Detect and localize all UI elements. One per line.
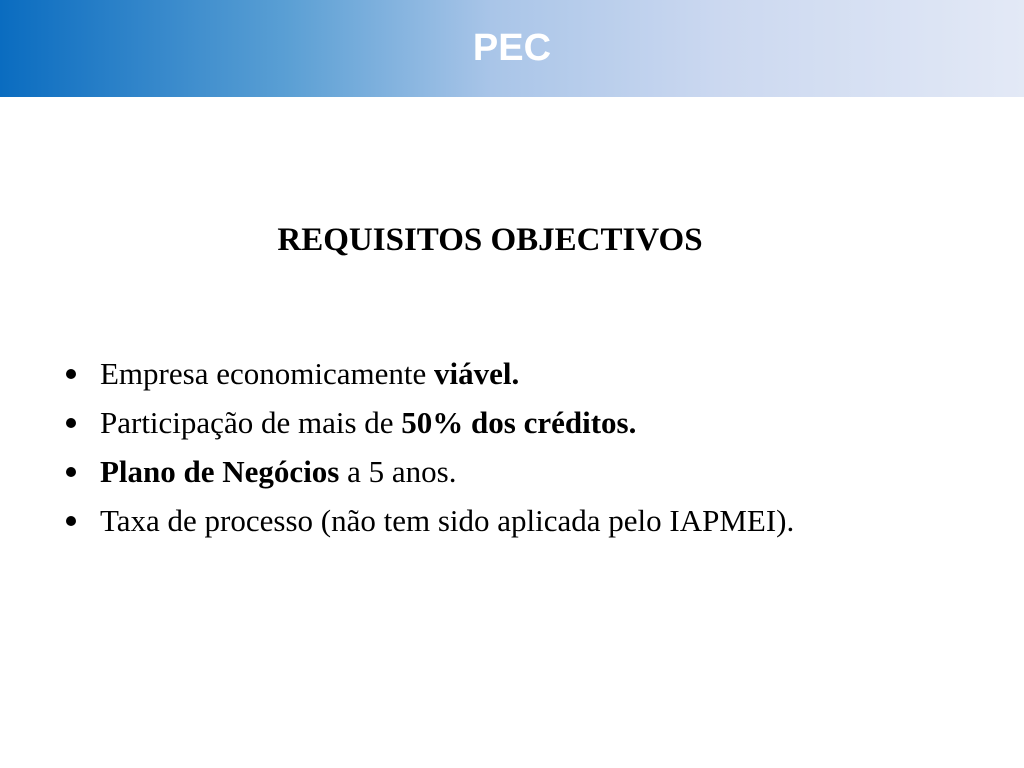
bullet-dot-icon [66,369,76,379]
bullet-bold-text: Plano de Negócios [100,454,340,489]
bullet-dot-icon [66,418,76,428]
bullet-text: a 5 anos. [339,454,457,489]
header-band [0,0,1024,97]
bullet-item-business-plan [62,450,1002,499]
section-heading: REQUISITOS OBJECTIVOS [277,222,703,258]
bullet-dot-icon [66,467,76,477]
bullet-dot-icon [66,516,76,526]
bullet-bold-text: viável. [433,356,520,391]
bullet-text: Empresa economicamente [100,356,434,391]
bullet-item-viability [62,352,1002,401]
bullet-item-credits [62,401,1002,450]
bullet-text: Taxa de processo (não tem sido aplicada pelo IAPMEI). [100,503,795,538]
bullet-item-process-fee [62,499,1002,548]
bullet-text: Participação de mais de [100,405,402,440]
bullet-bold-text: 50% dos créditos. [401,405,637,440]
header-title: PEC [472,27,552,69]
bullet-list [62,352,1002,548]
